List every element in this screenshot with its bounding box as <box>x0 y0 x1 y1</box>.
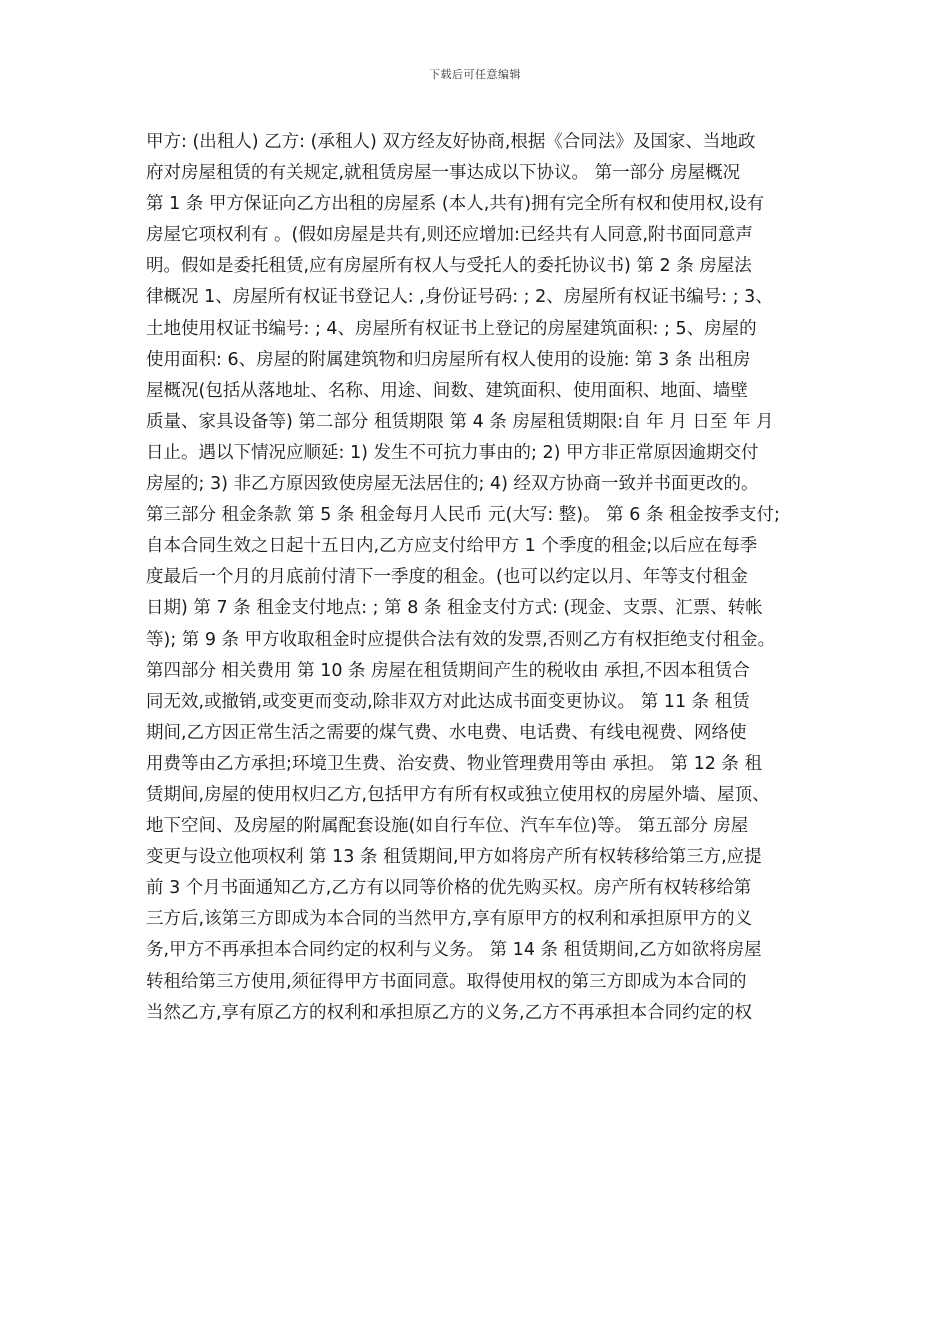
text-line: 度最后一个月的月底前付清下一季度的租金。(也可以约定以月、年等支付租金 <box>146 567 748 588</box>
text-line: 明。假如是委托租赁,应有房屋所有权人与受托人的委托协议书) 第 2 条 房屋法 <box>146 256 752 277</box>
text-line: 等); 第 9 条 甲方收取租金时应提供合法有效的发票,否则乙方有权拒绝支付租金。 <box>146 629 776 650</box>
text-line: 第四部分 相关费用 第 10 条 房屋在租赁期间产生的税收由 承担,不因本租赁合 <box>146 660 750 681</box>
text-line: 赁期间,房屋的使用权归乙方,包括甲方有所有权或独立使用权的房屋外墙、屋顶、 <box>146 784 770 805</box>
text-line: 土地使用权证书编号: ; 4、房屋所有权证书上登记的房屋建筑面积: ; 5、房屋的 <box>146 318 757 339</box>
text-line: 自本合同生效之日起十五日内,乙方应支付给甲方 1 个季度的租金;以后应在每季 <box>146 536 758 557</box>
page-header-caption: 下载后可任意编辑 <box>429 68 521 81</box>
text-line: 转租给第三方使用,须征得甲方书面同意。取得使用权的第三方即成为本合同的 <box>146 971 747 992</box>
text-line: 律概况 1、房屋所有权证书登记人: ,身份证号码: ; 2、房屋所有权证书编号: ; 3、 <box>146 287 773 308</box>
text-line: 使用面积: 6、房屋的附属建筑物和归房屋所有权人使用的设施: 第 3 条 出租房 <box>146 349 751 370</box>
text-line: 府对房屋租赁的有关规定,就租赁房屋一事达成以下协议。 第一部分 房屋概况 <box>146 163 741 184</box>
text-line: 务,甲方不再承担本合同约定的权利与义务。 第 14 条 租赁期间,乙方如欲将房屋 <box>146 940 762 961</box>
contract-body-text <box>146 127 808 1029</box>
text-line: 日止。遇以下情况应顺延: 1) 发生不可抗力事由的; 2) 甲方非正常原因逾期交付 <box>146 442 759 463</box>
text-line: 前 3 个月书面通知乙方,乙方有以同等价格的优先购买权。房产所有权转移给第 <box>146 878 752 899</box>
text-line: 同无效,或撤销,或变更而变动,除非双方对此达成书面变更协议。 第 11 条 租赁 <box>146 691 750 712</box>
text-line: 质量、家具设备等) 第二部分 租赁期限 第 4 条 房屋租赁期限:自 年 月 日至 年 月 <box>146 411 774 432</box>
text-line: 当然乙方,享有原乙方的权利和承担原乙方的义务,乙方不再承担本合同约定的权 <box>146 1002 753 1023</box>
text-line: 期间,乙方因正常生活之需要的煤气费、水电费、电话费、有线电视费、网络使 <box>146 722 747 743</box>
text-line: 房屋它项权利有 。(假如房屋是共有,则还应增加:已经共有人同意,附书面同意声 <box>146 225 753 246</box>
text-line: 日期) 第 7 条 租金支付地点: ; 第 8 条 租金支付方式: (现金、支票、汇票、转帐 <box>146 598 763 619</box>
text-line: 变更与设立他项权利 第 13 条 租赁期间,甲方如将房产所有权转移给第三方,应提 <box>146 847 762 868</box>
text-line: 房屋的; 3) 非乙方原因致使房屋无法居住的; 4) 经双方协商一致并书面更改的。 <box>146 474 759 495</box>
text-line: 地下空间、及房屋的附属配套设施(如自行车位、汽车车位)等。 第五部分 房屋 <box>146 816 749 837</box>
text-line: 第 1 条 甲方保证向乙方出租的房屋系 (本人,共有)拥有完全所有权和使用权,设有 <box>146 194 765 215</box>
text-line: 用费等由乙方承担;环境卫生费、治安费、物业管理费用等由 承担。 第 12 条 租 <box>146 753 762 774</box>
text-line: 三方后,该第三方即成为本合同的当然甲方,享有原甲方的权利和承担原甲方的义 <box>146 909 753 930</box>
text-line: 甲方: (出租人) 乙方: (承租人) 双方经友好协商,根据《合同法》及国家、当地政 <box>146 132 756 152</box>
text-line: 第三部分 租金条款 第 5 条 租金每月人民币 元(大写: 整)。 第 6 条 租金按季支付; <box>146 505 780 526</box>
text-line: 屋概况(包括从落地址、名称、用途、间数、建筑面积、使用面积、地面、墙壁 <box>146 380 748 401</box>
